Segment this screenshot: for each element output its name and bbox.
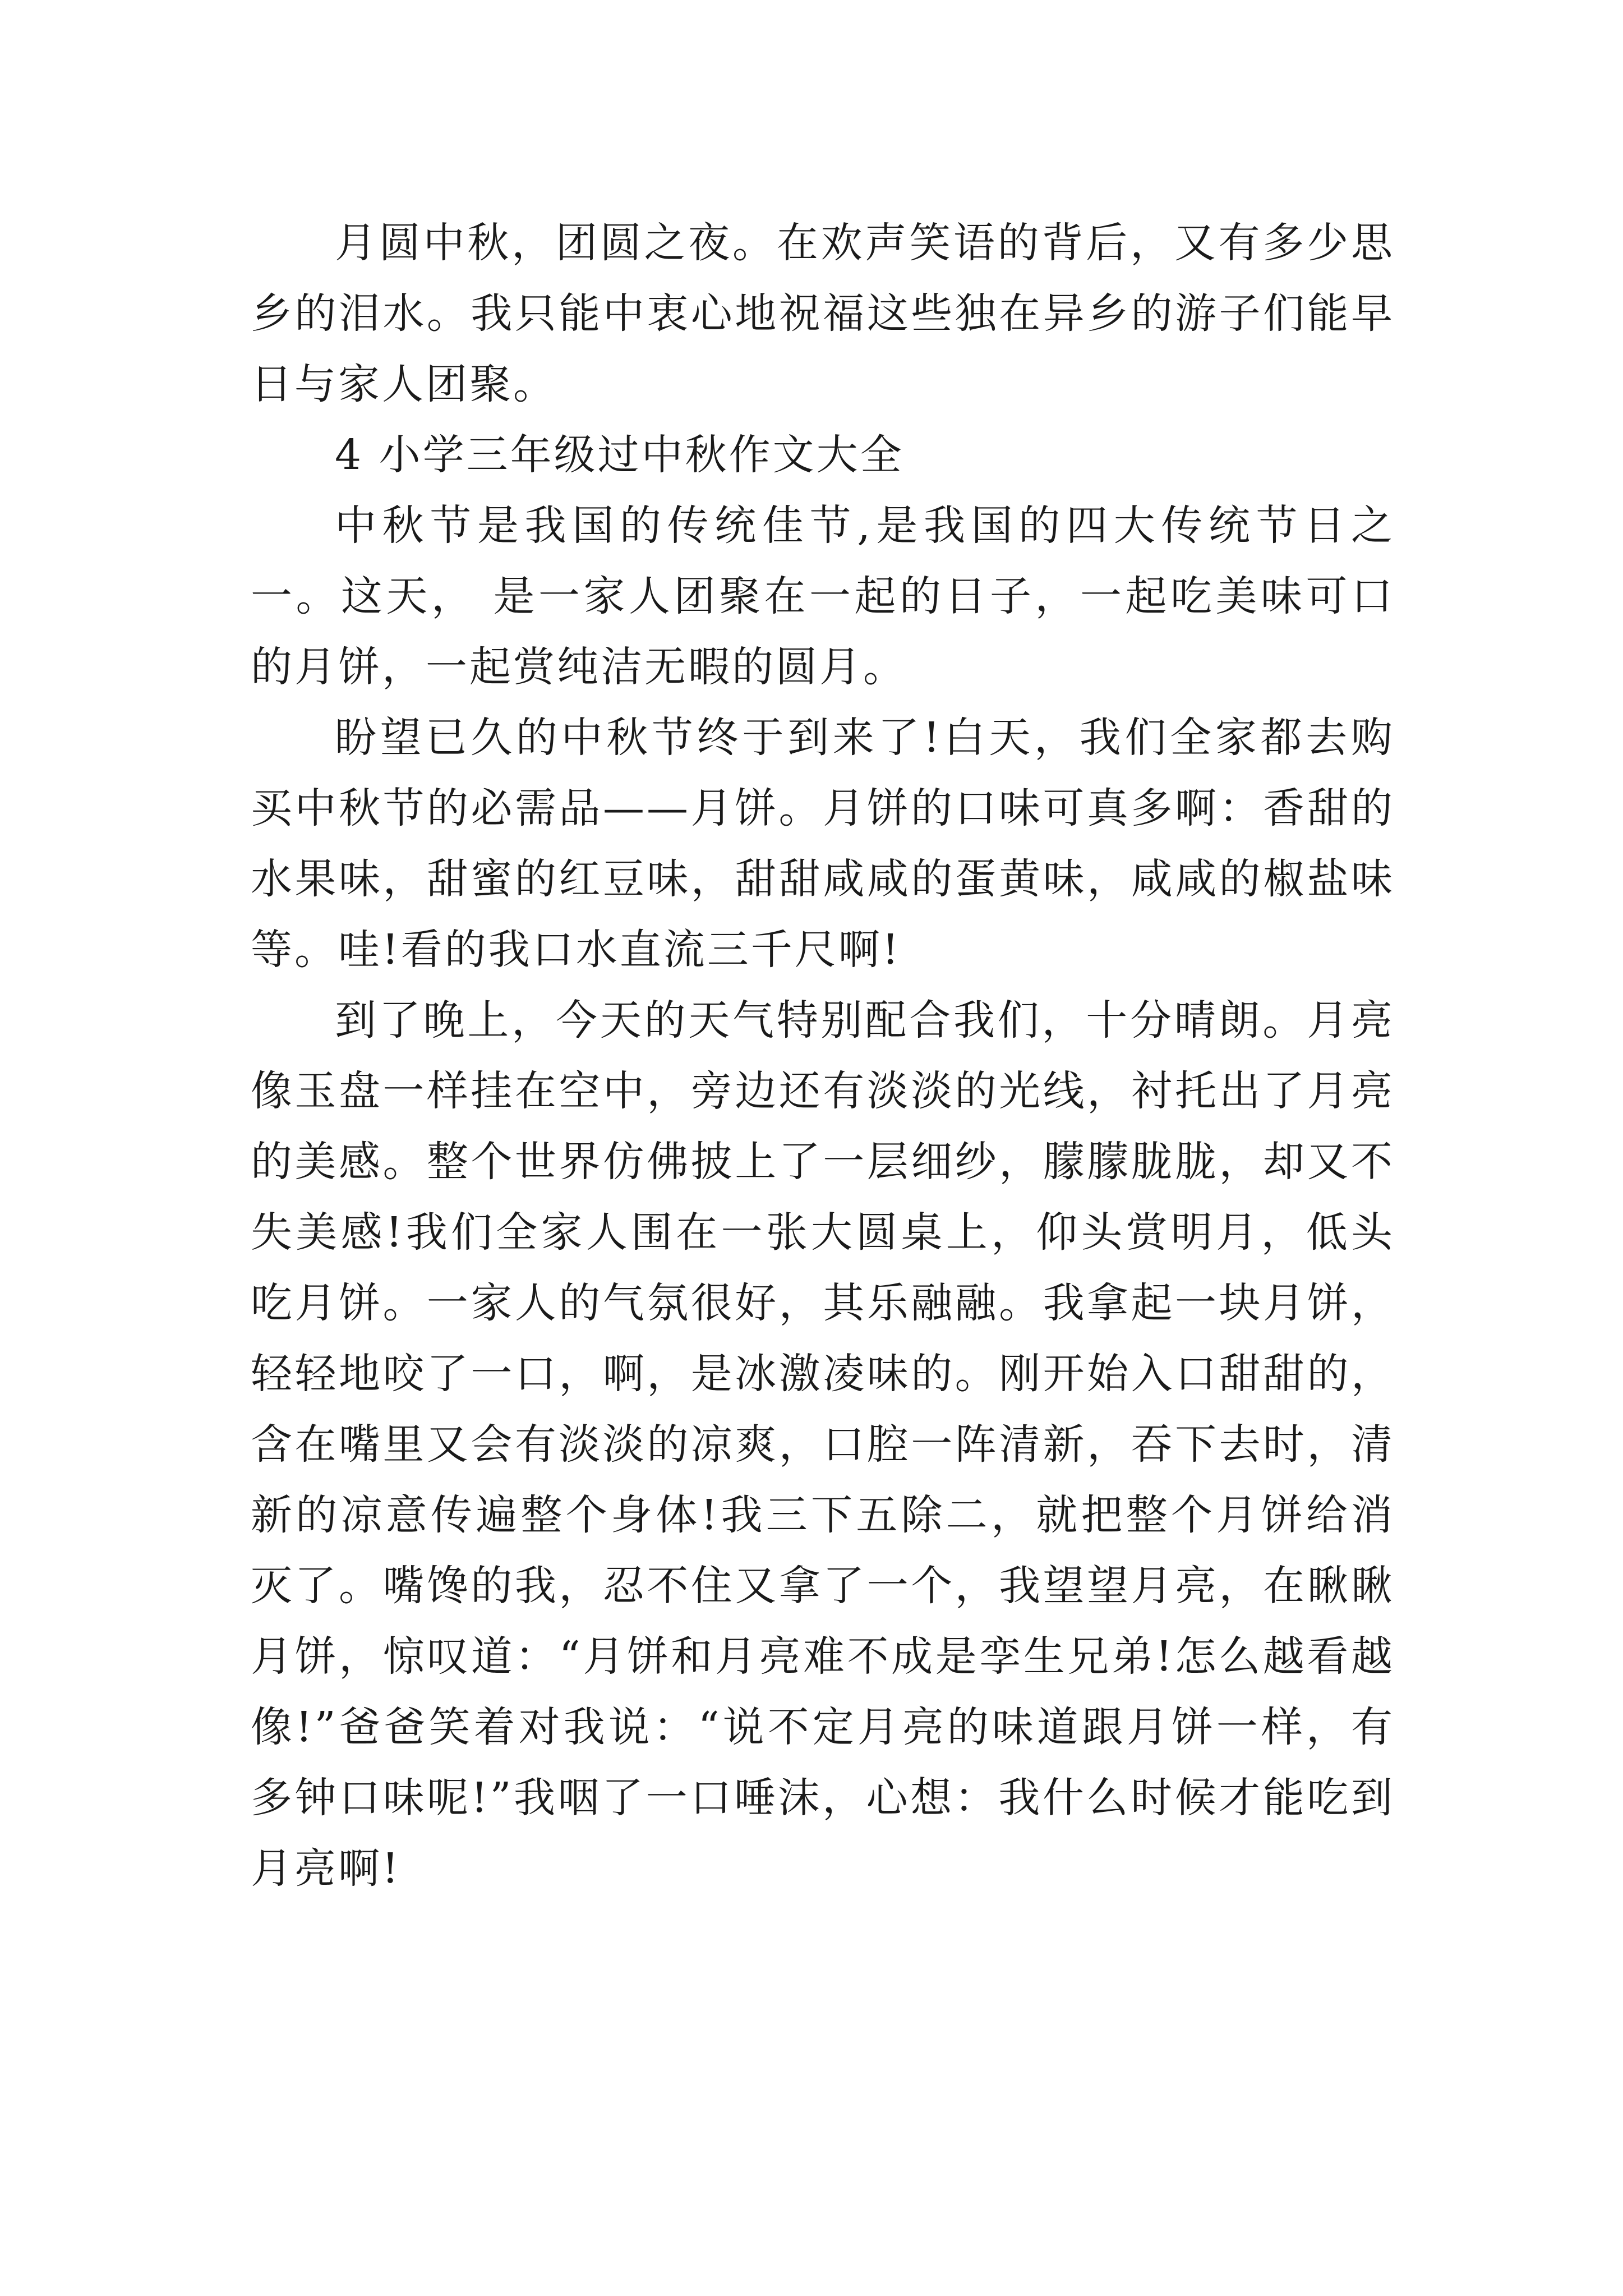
document-body [251,208,1395,1904]
section-heading: 4 小学三年级过中秋作文大全 [335,431,904,479]
paragraph-evening-moon: 到了晚上，今天的天气特别配合我们，十分晴朗。月亮像玉盘一样挂在空中，旁边还有淡淡的光线，衬托出了月亮的美感。整个世界仿佛披上了一层细纱，朦朦胧胧，却又不失美感!我们全家人围在一张大圆桌上，仰头赏明月，低头吃月饼。一家人的气氛很好，其乐融融。我拿起一块月饼，轻轻地咬了一口，啊，是冰激凌味的。刚开始入口甜甜的，含在嘴里又会有淡淡的凉爽，口腔一阵清新，吞下去时，清新的凉意传遍整个身体!我三下五除二，就把整个月饼给消灭了。嘴馋的我，忍不住又拿了一个，我望望月亮，在瞅瞅月饼，惊叹道：“月饼和月亮难不成是孪生兄弟!怎么越看越像!”爸爸笑着对我说：“说不定月亮的味道跟月饼一样，有多钟口味呢!”我咽了一口唾沫，心想：我什么时候才能吃到月亮啊! [251,996,1395,1893]
paragraph-mid-autumn-reflection: 月圆中秋，团圆之夜。在欢声笑语的背后，又有多少思乡的泪水。我只能中衷心地祝福这些独在异乡的游子们能早日与家人团聚。 [251,219,1395,408]
paragraph-festival-intro: 中秋节是我国的传统佳节,是我国的四大传统节日之一。这天， 是一家人团聚在一起的日子，一起吃美味可口的月饼，一起赏纯洁无暇的圆月。 [251,501,1395,691]
paragraph-buying-mooncakes: 盼望已久的中秋节终于到来了!白天，我们全家都去购买中秋节的必需品——月饼。月饼的口味可真多啊：香甜的水果味，甜蜜的红豆味，甜甜咸咸的蛋黄味，咸咸的椒盐味等。哇!看的我口水直流三千尺啊! [251,714,1395,974]
